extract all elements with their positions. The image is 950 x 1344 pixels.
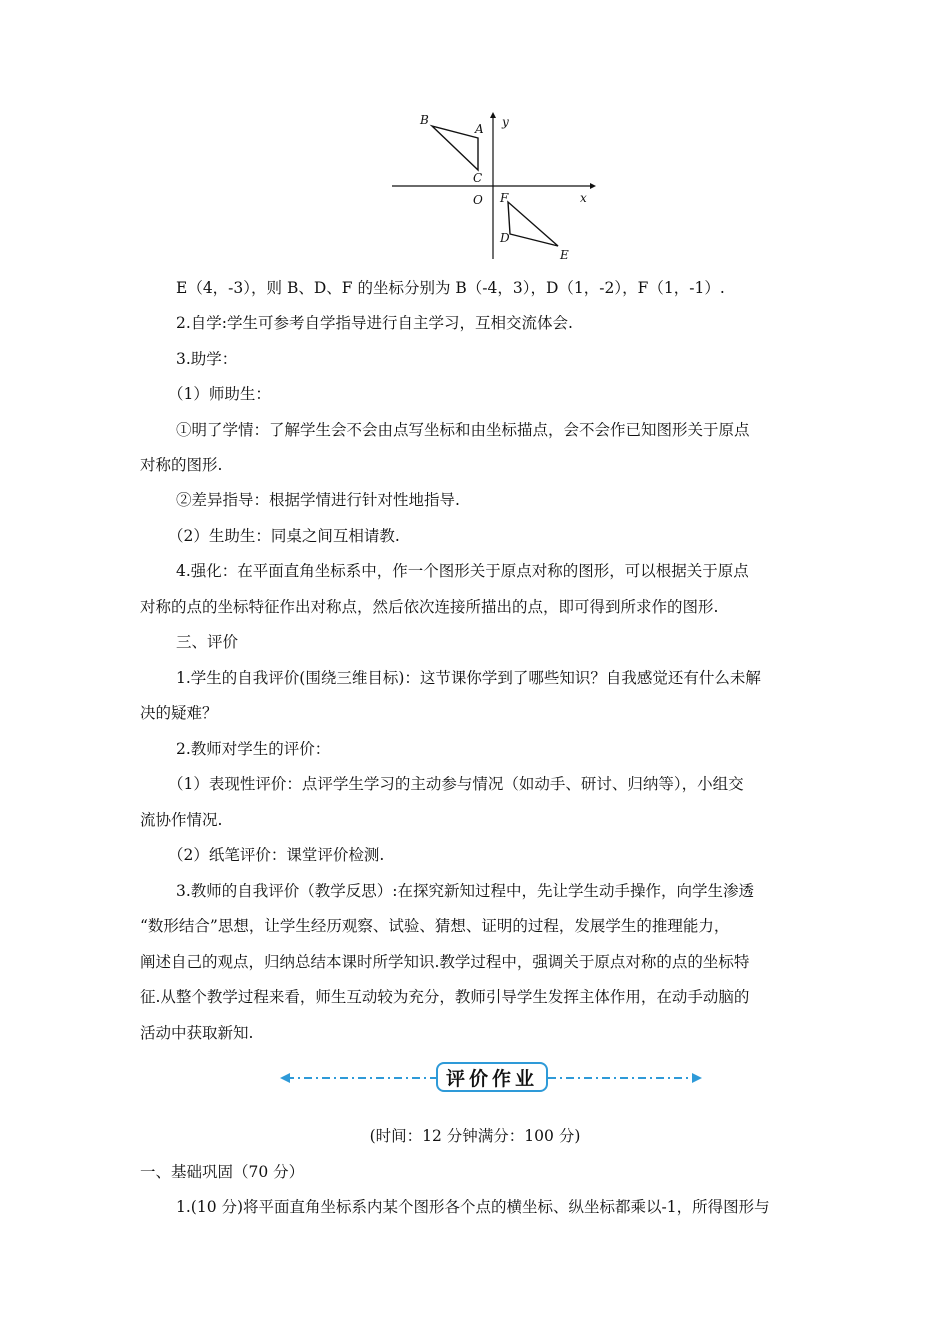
text-line: “数形结合”思想，让学生经历观察、试验、猜想、证明的过程，发展学生的推理能力， — [140, 917, 730, 935]
text-line: ①明了学情：了解学生会不会由点写坐标和由坐标描点，会不会作已知图形关于原点 — [176, 421, 750, 439]
banner-arrow-right-icon — [692, 1073, 702, 1083]
text-line: 对称的图形. — [140, 456, 223, 474]
text-line: 活动中获取新知. — [140, 1024, 254, 1042]
text-line: ②差异指导：根据学情进行针对性地指导. — [176, 491, 460, 509]
text-line: （1）表现性评价：点评学生学习的主动参与情况（如动手、研讨、归纳等），小组交 — [168, 775, 744, 793]
text-line: 1.学生的自我评价(围绕三维目标)：这节课你学到了哪些知识？自我感觉还有什么未解 — [176, 669, 761, 687]
y-axis-arrow — [490, 112, 496, 118]
time-note: (时间：12 分钟满分：100 分) — [369, 1127, 581, 1145]
text-line: 2.自学:学生可参考自学指导进行自主学习，互相交流体会. — [176, 314, 573, 332]
label-c: C — [473, 171, 483, 185]
coordinate-figure — [380, 104, 610, 270]
section-heading: 三、评价 — [176, 633, 239, 651]
banner-arrow-left-icon — [280, 1073, 290, 1083]
text-line: （1）师助生： — [168, 385, 271, 403]
label-d: D — [500, 231, 510, 245]
x-axis-arrow — [590, 183, 596, 189]
text-line: （2）纸笔评价：课堂评价检测. — [168, 846, 385, 864]
label-x: x — [580, 191, 587, 205]
question-1: 1.(10 分)将平面直角坐标系内某个图形各个点的横坐标、纵坐标都乘以-1，所得图形与 — [176, 1198, 770, 1216]
label-a: A — [475, 122, 484, 136]
text-line: （2）生助生：同桌之间互相请教. — [168, 527, 400, 545]
text-line: 2.教师对学生的评价： — [176, 740, 331, 758]
text-line: 阐述自己的观点，归纳总结本课时所学知识.教学过程中，强调关于原点对称的点的坐标特 — [140, 953, 750, 971]
label-f: F — [500, 191, 509, 205]
text-line: 征.从整个教学过程来看，师生互动较为充分，教师引导学生发挥主体作用，在动手动脑的 — [140, 988, 750, 1006]
text-line: 3.助学： — [176, 350, 238, 368]
label-o: O — [473, 193, 483, 207]
text-line: 流协作情况. — [140, 811, 223, 829]
text-line: 决的疑难？ — [140, 704, 218, 722]
text-line: E（4，-3），则 B、D、F 的坐标分别为 B（-4，3），D（1，-2），F（1，-1）. — [176, 279, 725, 297]
section-banner — [276, 1060, 706, 1098]
text-line: 3.教师的自我评价（教学反思）:在探究新知过程中，先让学生动手操作，向学生渗透 — [176, 882, 755, 900]
banner-title: 评价作业 — [436, 1062, 548, 1092]
label-y: y — [502, 115, 509, 129]
text-line: 4.强化：在平面直角坐标系中，作一个图形关于原点对称的图形，可以根据关于原点 — [176, 562, 749, 580]
section-heading: 一、基础巩固（70 分） — [140, 1163, 305, 1181]
text-line: 对称的点的坐标特征作出对称点，然后依次连接所描出的点，即可得到所求作的图形. — [140, 598, 719, 616]
triangle-abc — [432, 126, 478, 170]
label-b: B — [420, 113, 429, 127]
label-e: E — [560, 248, 569, 262]
triangle-def — [508, 202, 558, 246]
